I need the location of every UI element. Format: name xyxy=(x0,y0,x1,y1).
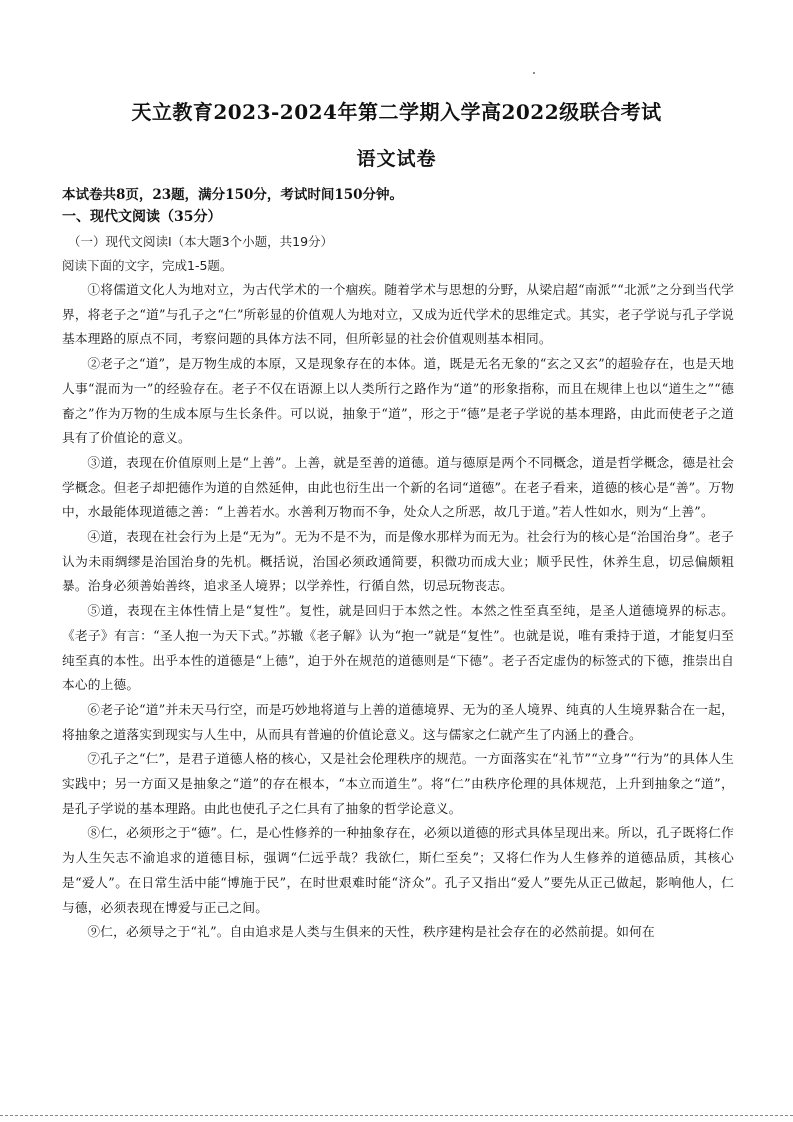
paragraph-2: ②老子之“道”，是万物生成的本原，又是现象存在的本体。道，既是无名无象的“玄之又玄”的超验存在，也是天地人事“混而为一”的经验存在。老子不仅在语源上以人类所行之路作为“道”的形象指称，而且在规律上也以“道生之”“德畜之”作为万物的生成本原与生长条件。可以说，抽象于“道”，形之于“德”是老子学说的基本理路，由此而使老子之道具有了价值论的意义。 xyxy=(62,356,734,446)
reading-instruction: 阅读下面的文字，完成1-5题。 xyxy=(62,258,233,273)
paragraph-1: ①将儒道文化人为地对立，为古代学术的一个痼疾。随着学术与思想的分野，从梁启超“南派”“北派”之分到当代学界，将老子之“道”与孔子之“仁”所彰显的价值观人为地对立，又成为近代学术的思维定式。其实，老子学说与孔子学说基本理路的原点不同，考察问题的具体方法不同，但所彰显的社会价值观则基本相同。 xyxy=(62,282,734,347)
subsection-heading: （一）现代文阅读Ⅰ（本大题3个小题，共19分） xyxy=(68,234,334,249)
section-heading: 一、现代文阅读（35分） xyxy=(62,209,222,225)
scan-dot xyxy=(533,72,535,74)
paragraph-9: ⑨仁，必须导之于“礼”。自由追求是人类与生俱来的天性，秩序建构是社会存在的必然前提。如何在 xyxy=(87,924,655,940)
paragraph-6: ⑥老子论“道”并未天马行空，而是巧妙地将道与上善的道德境界、无为的圣人境界、纯真的人生境界黏合在一起，将抽象之道落实到现实与人生中，从而具有普遍的价值论意义。这与儒家之仁就产生了内涵上的叠合。 xyxy=(62,701,734,742)
paragraph-3: ③道，表现在价值原则上是“上善”。上善，就是至善的道德。道与德原是两个不同概念，道是哲学概念，德是社会学概念。但老子却把德作为道的自然延伸，由此也衍生出一个新的名词“道德”。在老子看来，道德的核心是“善”。万物中，水最能体现道德之善：“上善若水。水善利万物而不争，处众人之所恶，故几于道。”若人性如水，则为“上善”。 xyxy=(62,454,734,520)
exam-title: 天立教育2023-2024年第二学期入学高2022级联合考试 xyxy=(131,100,662,124)
reading-passage xyxy=(62,278,734,945)
paragraph-4: ④道，表现在社会行为上是“无为”。无为不是不为，而是像水那样为而无为。社会行为的核心是“治国治身”。老子认为未雨绸缪是治国治身的先机。概括说，治国必须政通简要，积微功而成大业；顺乎民性，休养生息，切忌偏颇粗暴。治身必须善始善终，追求圣人境界；以学养性，行循自然，切忌玩物丧志。 xyxy=(62,529,734,594)
exam-info: 本试卷共8页，23题，满分150分，考试时间150分钟。 xyxy=(62,187,404,203)
paragraph-8: ⑧仁，必须形之于“德”。仁，是心性修养的一种抽象存在，必须以道德的形式具体呈现出来。所以，孔子既将仁作为人生矢志不渝追求的道德目标，强调“仁远乎哉？我欲仁，斯仁至矣”；又将仁作为人生修养的道德品质，其核心是“爱人”。在日常生活中能“博施于民”，在时世艰难时能“济众”。孔子又指出“爱人”要先从正己做起，影响他人，仁与德，必须表现在博爱与正己之间。 xyxy=(62,825,734,915)
page-bottom-rule xyxy=(0,1115,793,1116)
paragraph-7: ⑦孔子之“仁”，是君子道德人格的核心，又是社会伦理秩序的规范。一方面落实在“礼节”“立身”“行为”的具体人生实践中；另一方面又是抽象之“道”的存在根本，“本立而道生”。将“仁”由秩序伦理的具体规范，上升到抽象之“道”，是孔子学说的基本理路。由此也使孔子之仁具有了抽象的哲学论意义。 xyxy=(62,751,734,816)
paragraph-5: ⑤道，表现在主体性情上是“复性”。复性，就是回归于本然之性。本然之性至真至纯，是圣人道德境界的标志。《老子》有言：“圣人抱一为天下式。”苏辙《老子解》认为“抱一”就是“复性”。也就是说，唯有秉持于道，才能复归至纯至真的本性。出乎本性的道德是“上德”，迫于外在规范的道德则是“下德”。老子否定虚伪的标签式的下德，推崇出自本心的上德。 xyxy=(62,603,734,693)
exam-subtitle: 语文试卷 xyxy=(356,148,437,170)
